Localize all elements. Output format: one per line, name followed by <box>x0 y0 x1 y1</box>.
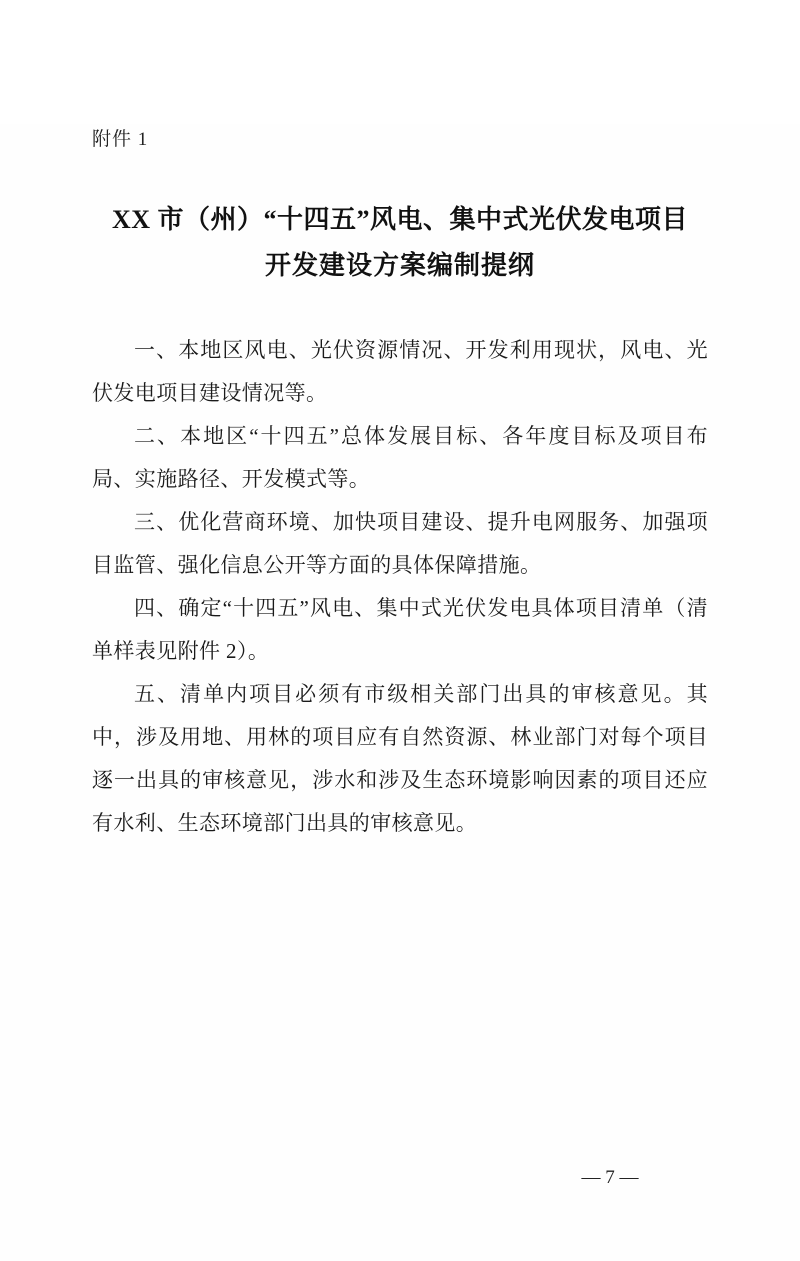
body-paragraph-5: 五、清单内项目必须有市级相关部门出具的审核意见。其中，涉及用地、用林的项目应有自然资源、林业部门对每个项目逐一出具的审核意见，涉水和涉及生态环境影响因素的项目还应有水利、生态环境部门出具的审核意见。 <box>92 682 708 835</box>
body-paragraph-4: 四、确定“十四五”风电、集中式光伏发电具体项目清单（清单样表见附件 2）。 <box>92 596 708 663</box>
page-title-line-1: XX 市（州）“十四五”风电、集中式光伏发电项目 <box>111 205 689 234</box>
body-paragraph-2: 二、本地区“十四五”总体发展目标、各年度目标及项目布局、实施路径、开发模式等。 <box>92 424 708 491</box>
document-page <box>0 124 800 1261</box>
body-paragraph-3: 三、优化营商环境、加快项目建设、提升电网服务、加强项目监管、强化信息公开等方面的具体保障措施。 <box>92 510 708 577</box>
page-title-line-2: 开发建设方案编制提纲 <box>264 251 535 280</box>
body-paragraph-1: 一、本地区风电、光伏资源情况、开发利用现状，风电、光伏发电项目建设情况等。 <box>92 338 708 405</box>
attachment-label: 附件 1 <box>92 129 149 150</box>
page-title <box>92 197 708 289</box>
page-number: — 7 — <box>581 1167 639 1188</box>
document-body <box>92 329 708 845</box>
